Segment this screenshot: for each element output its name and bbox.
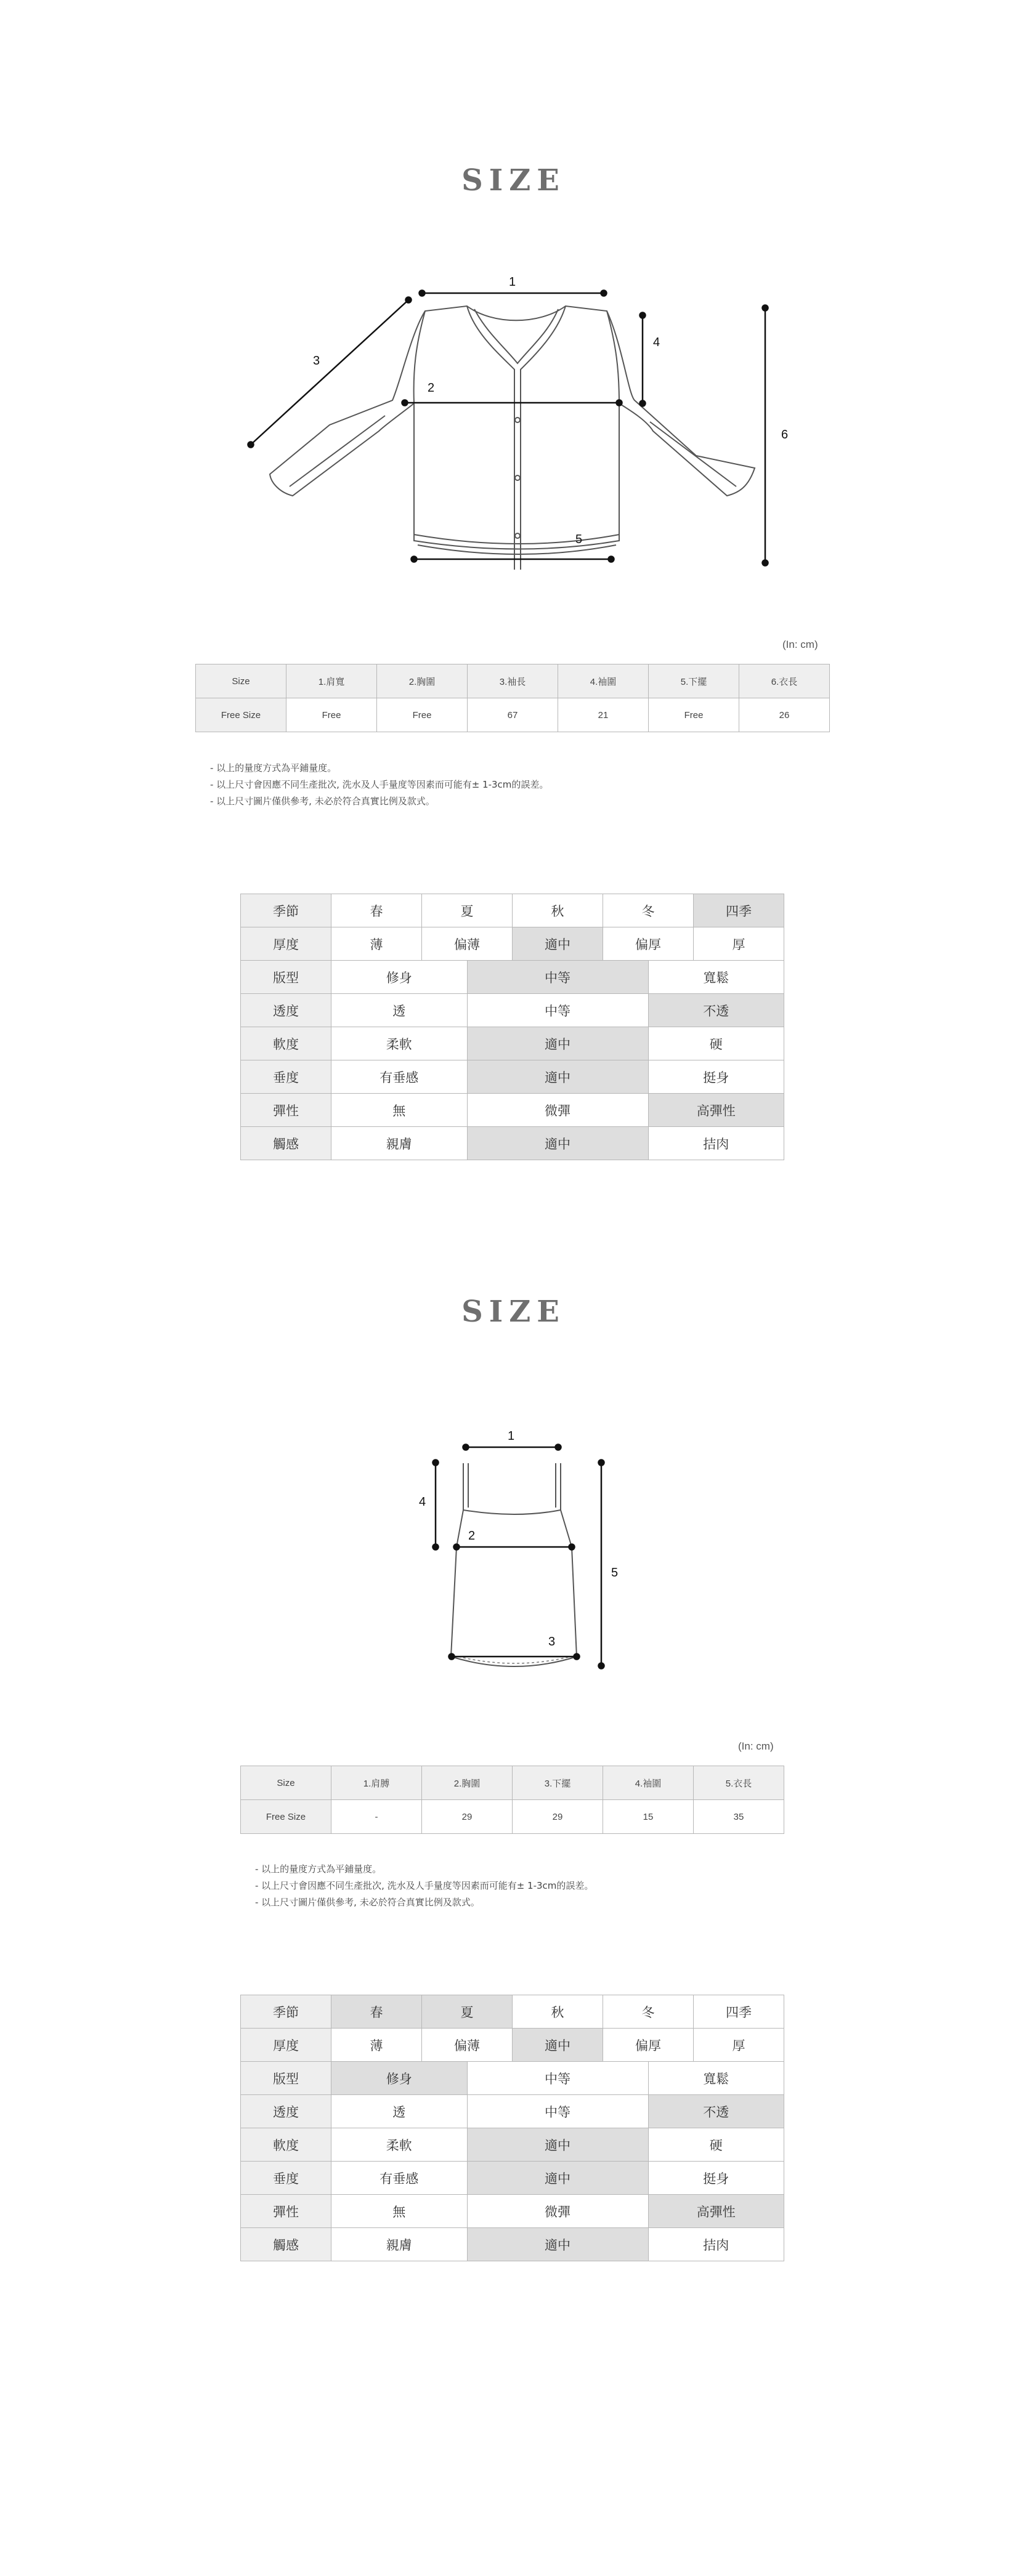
fabric-option: 親膚 bbox=[331, 2228, 468, 2261]
size-value-cell: 67 bbox=[468, 698, 558, 732]
fabric-option: 偏厚 bbox=[603, 2029, 694, 2062]
fabric-option: 拮肉 bbox=[648, 2228, 784, 2261]
size-header-cell: 2.胸圍 bbox=[377, 664, 468, 698]
dim-label-2: 2 bbox=[428, 381, 435, 395]
fabric-option: 四季 bbox=[694, 1995, 784, 2029]
dim-label-2: 2 bbox=[468, 1529, 476, 1543]
fabric-option: 寬鬆 bbox=[648, 2062, 784, 2095]
fabric-row bbox=[241, 1094, 784, 1127]
fabric-option: 硬 bbox=[648, 1027, 784, 1060]
fabric-option: 無 bbox=[331, 1094, 468, 1127]
fabric-option: 偏厚 bbox=[603, 927, 694, 961]
fabric-row bbox=[241, 2228, 784, 2261]
fabric-attribute-label: 厚度 bbox=[241, 927, 331, 961]
fabric-option-selected: 適中 bbox=[467, 1060, 648, 1094]
size-value-cell: 26 bbox=[739, 698, 830, 732]
cardigan-outline bbox=[270, 306, 755, 549]
section-2-title: SIZE bbox=[461, 1294, 566, 1329]
fabric-option: 寬鬆 bbox=[648, 961, 784, 994]
size-table-header-row bbox=[241, 1766, 784, 1800]
fabric-option: 偏薄 bbox=[422, 927, 513, 961]
fabric-row bbox=[241, 2195, 784, 2228]
fabric-attribute-label: 軟度 bbox=[241, 2128, 331, 2162]
fabric-attributes-table bbox=[240, 894, 784, 1160]
fabric-option-selected: 適中 bbox=[513, 2029, 603, 2062]
size-header-cell: 3.袖長 bbox=[468, 664, 558, 698]
unit-label: (In: cm) bbox=[738, 1740, 774, 1752]
fabric-option: 秋 bbox=[513, 894, 603, 927]
size-table-row bbox=[241, 1800, 784, 1834]
note-line: - 以上尺寸圖片僅供參考, 未必於符合真實比例及款式。 bbox=[210, 796, 435, 807]
fabric-option-selected: 不透 bbox=[648, 2095, 784, 2128]
dim-label-1: 1 bbox=[509, 275, 516, 289]
fabric-option-selected: 修身 bbox=[331, 2062, 468, 2095]
fabric-row bbox=[241, 2029, 784, 2062]
fabric-option-selected: 適中 bbox=[513, 927, 603, 961]
fabric-attribute-label: 觸感 bbox=[241, 1127, 331, 1160]
size-header-cell: 3.下擺 bbox=[513, 1766, 603, 1800]
fabric-row bbox=[241, 927, 784, 961]
fabric-attribute-label: 版型 bbox=[241, 2062, 331, 2095]
fabric-option: 有垂感 bbox=[331, 1060, 468, 1094]
fabric-attribute-label: 彈性 bbox=[241, 2195, 331, 2228]
fabric-option: 柔軟 bbox=[331, 1027, 468, 1060]
size-table-row bbox=[196, 698, 830, 732]
measurement-notes bbox=[255, 1861, 593, 1911]
note-line: - 以上的量度方式為平鋪量度。 bbox=[210, 762, 337, 773]
fabric-option: 無 bbox=[331, 2195, 468, 2228]
size-table bbox=[195, 664, 830, 732]
fabric-option: 厚 bbox=[694, 2029, 784, 2062]
fabric-row bbox=[241, 894, 784, 927]
fabric-option: 中等 bbox=[467, 2095, 648, 2128]
dim-label-5: 5 bbox=[611, 1566, 619, 1580]
unit-label: (In: cm) bbox=[782, 639, 818, 650]
fabric-option-selected: 適中 bbox=[467, 1127, 648, 1160]
fabric-option: 親膚 bbox=[331, 1127, 468, 1160]
fabric-option: 冬 bbox=[603, 894, 694, 927]
fabric-option-selected: 春 bbox=[331, 1995, 422, 2029]
fabric-row bbox=[241, 2095, 784, 2128]
size-header-cell: 1.肩寬 bbox=[286, 664, 377, 698]
fabric-option: 微彈 bbox=[467, 2195, 648, 2228]
cardigan-diagram bbox=[234, 265, 801, 579]
size-header-cell: Size bbox=[196, 664, 286, 698]
fabric-option-selected: 適中 bbox=[467, 1027, 648, 1060]
size-header-cell: 4.袖圍 bbox=[603, 1766, 694, 1800]
fabric-row bbox=[241, 1995, 784, 2029]
fabric-row bbox=[241, 2162, 784, 2195]
fabric-attribute-label: 觸感 bbox=[241, 2228, 331, 2261]
section-1-title: SIZE bbox=[461, 163, 566, 198]
fabric-attribute-label: 垂度 bbox=[241, 1060, 331, 1094]
fabric-option: 春 bbox=[331, 894, 422, 927]
fabric-row bbox=[241, 1027, 784, 1060]
fabric-option: 挺身 bbox=[648, 1060, 784, 1094]
fabric-option-selected: 高彈性 bbox=[648, 1094, 784, 1127]
fabric-row bbox=[241, 1060, 784, 1094]
size-header-cell: 1.肩膊 bbox=[331, 1766, 422, 1800]
fabric-option: 冬 bbox=[603, 1995, 694, 2029]
fabric-attribute-label: 垂度 bbox=[241, 2162, 331, 2195]
fabric-row bbox=[241, 2062, 784, 2095]
size-value-cell: 21 bbox=[558, 698, 649, 732]
fabric-option: 秋 bbox=[513, 1995, 603, 2029]
fabric-attributes-table bbox=[240, 1995, 784, 2261]
fabric-option-selected: 夏 bbox=[422, 1995, 513, 2029]
fabric-option: 透 bbox=[331, 2095, 468, 2128]
fabric-attribute-label: 厚度 bbox=[241, 2029, 331, 2062]
dim-label-4: 4 bbox=[653, 336, 660, 349]
fabric-option: 中等 bbox=[467, 2062, 648, 2095]
fabric-attribute-label: 透度 bbox=[241, 2095, 331, 2128]
size-header-cell: 5.衣長 bbox=[694, 1766, 784, 1800]
size-header-cell: 4.袖圍 bbox=[558, 664, 649, 698]
fabric-option-selected: 不透 bbox=[648, 994, 784, 1027]
fabric-option-selected: 四季 bbox=[694, 894, 784, 927]
dim-label-6: 6 bbox=[781, 428, 789, 442]
size-row-label: Free Size bbox=[196, 698, 286, 732]
camisole-diagram bbox=[407, 1416, 628, 1687]
fabric-attribute-label: 軟度 bbox=[241, 1027, 331, 1060]
fabric-option-selected: 適中 bbox=[467, 2228, 648, 2261]
dim-label-3: 3 bbox=[313, 354, 320, 368]
dim-label-1: 1 bbox=[508, 1429, 515, 1443]
size-value-cell: 29 bbox=[422, 1800, 513, 1834]
dim-label-5: 5 bbox=[575, 533, 583, 546]
size-header-cell: 6.衣長 bbox=[739, 664, 830, 698]
fabric-row bbox=[241, 2128, 784, 2162]
size-value-cell: 35 bbox=[694, 1800, 784, 1834]
fabric-option: 微彈 bbox=[467, 1094, 648, 1127]
fabric-row bbox=[241, 994, 784, 1027]
fabric-option: 中等 bbox=[467, 994, 648, 1027]
fabric-option: 夏 bbox=[422, 894, 513, 927]
size-header-cell: 2.胸圍 bbox=[422, 1766, 513, 1800]
fabric-option-selected: 適中 bbox=[467, 2162, 648, 2195]
size-value-cell: Free bbox=[286, 698, 377, 732]
fabric-row bbox=[241, 961, 784, 994]
note-line: - 以上尺寸圖片僅供參考, 未必於符合真實比例及款式。 bbox=[255, 1897, 480, 1908]
size-value-cell: - bbox=[331, 1800, 422, 1834]
dim-label-4: 4 bbox=[419, 1495, 426, 1509]
fabric-option: 偏薄 bbox=[422, 2029, 513, 2062]
note-line: - 以上尺寸會因應不同生產批次, 洗水及人手量度等因素而可能有± 1-3cm的誤差。 bbox=[255, 1880, 594, 1891]
fabric-option-selected: 適中 bbox=[467, 2128, 648, 2162]
fabric-option: 拮肉 bbox=[648, 1127, 784, 1160]
fabric-attribute-label: 季節 bbox=[241, 894, 331, 927]
fabric-attribute-label: 透度 bbox=[241, 994, 331, 1027]
fabric-attribute-label: 彈性 bbox=[241, 1094, 331, 1127]
fabric-attribute-label: 季節 bbox=[241, 1995, 331, 2029]
note-line: - 以上尺寸會因應不同生產批次, 洗水及人手量度等因素而可能有± 1-3cm的誤差。 bbox=[210, 779, 549, 790]
size-table bbox=[240, 1766, 784, 1834]
note-line: - 以上的量度方式為平鋪量度。 bbox=[255, 1863, 382, 1875]
fabric-option: 厚 bbox=[694, 927, 784, 961]
size-table-header-row bbox=[196, 664, 830, 698]
size-header-cell: 5.下擺 bbox=[649, 664, 739, 698]
fabric-option: 挺身 bbox=[648, 2162, 784, 2195]
fabric-option: 修身 bbox=[331, 961, 468, 994]
fabric-option-selected: 高彈性 bbox=[648, 2195, 784, 2228]
fabric-option: 透 bbox=[331, 994, 468, 1027]
fabric-option: 有垂感 bbox=[331, 2162, 468, 2195]
fabric-option: 柔軟 bbox=[331, 2128, 468, 2162]
camisole-outline bbox=[463, 1463, 561, 1514]
fabric-option: 薄 bbox=[331, 927, 422, 961]
size-value-cell: Free bbox=[377, 698, 468, 732]
fabric-row bbox=[241, 1127, 784, 1160]
fabric-option: 硬 bbox=[648, 2128, 784, 2162]
size-value-cell: 15 bbox=[603, 1800, 694, 1834]
size-row-label: Free Size bbox=[241, 1800, 331, 1834]
fabric-attribute-label: 版型 bbox=[241, 961, 331, 994]
fabric-option-selected: 中等 bbox=[467, 961, 648, 994]
size-header-cell: Size bbox=[241, 1766, 331, 1800]
measurement-notes bbox=[210, 760, 548, 810]
dim-label-3: 3 bbox=[548, 1635, 556, 1649]
size-value-cell: 29 bbox=[513, 1800, 603, 1834]
fabric-option: 薄 bbox=[331, 2029, 422, 2062]
size-value-cell: Free bbox=[649, 698, 739, 732]
